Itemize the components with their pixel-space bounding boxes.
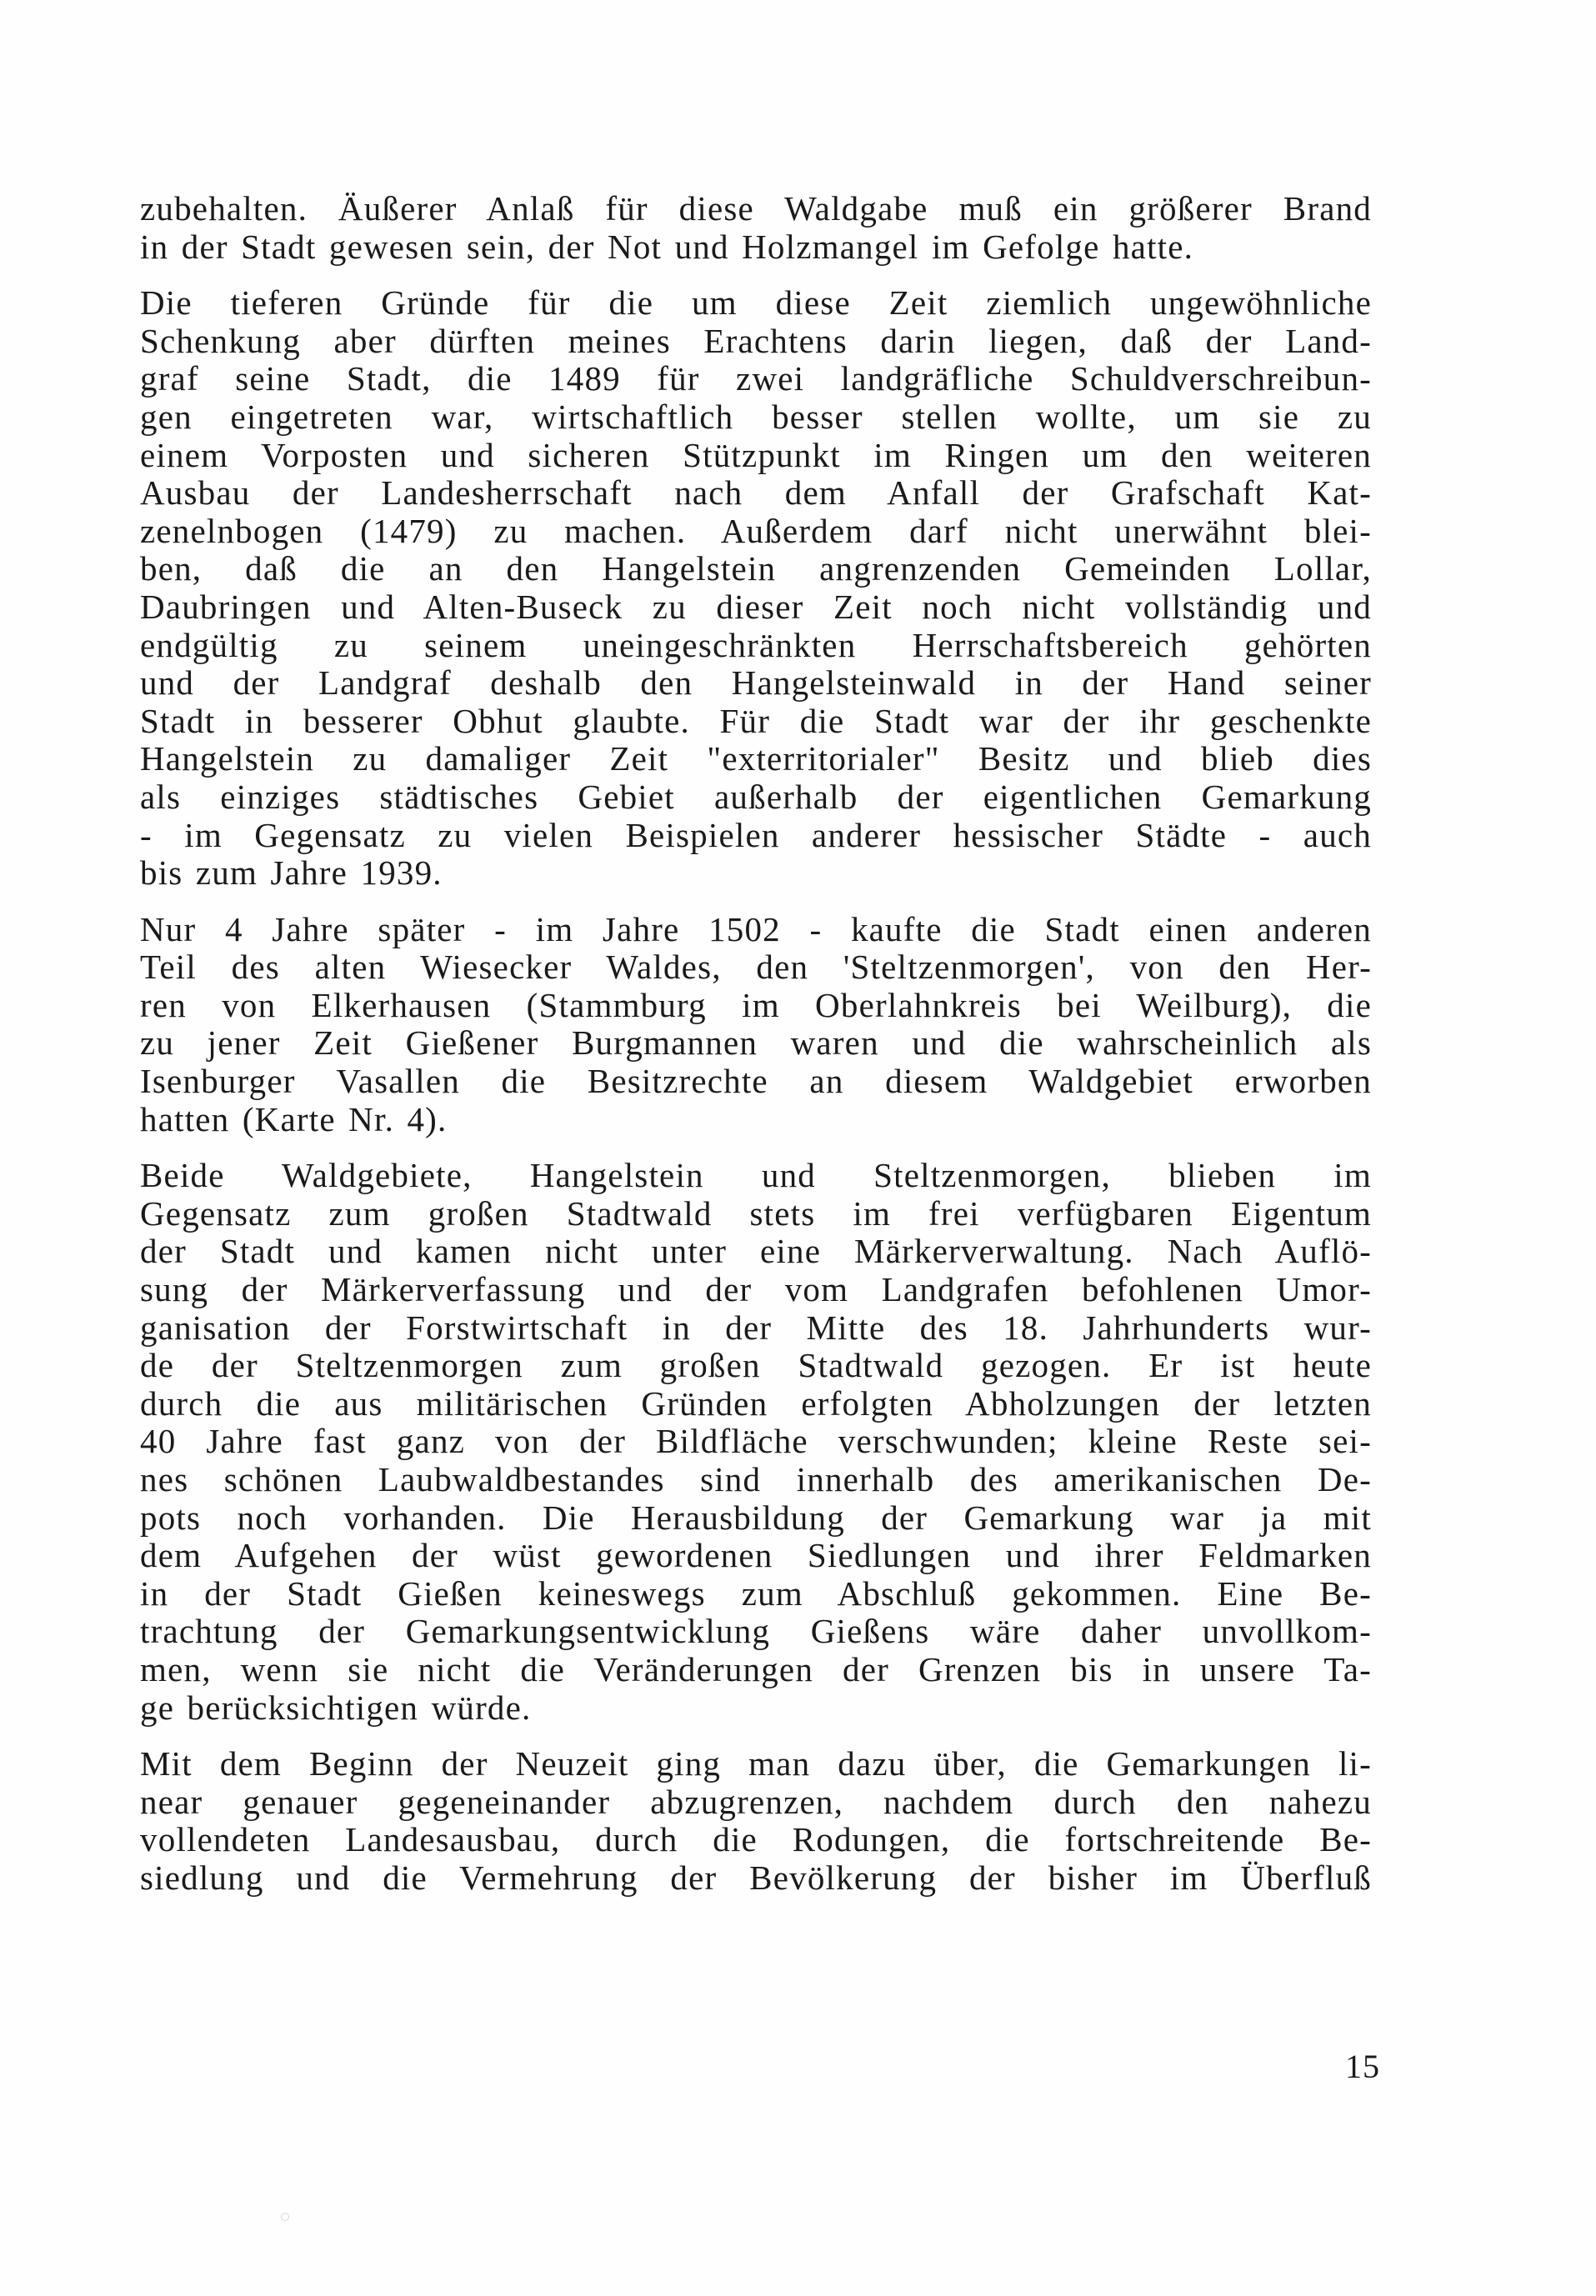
text-line: endgültig zu seinem uneingeschränkten Herrschaftsbereich gehörten bbox=[140, 625, 1372, 664]
text-line: ganisation der Forstwirtschaft in der Mitte des 18. Jahrhunderts wur- bbox=[140, 1308, 1372, 1347]
text-line: Stadt in besserer Obhut glaubte. Für die Stadt war der ihr geschenkte bbox=[140, 701, 1372, 740]
page-number: 15 bbox=[1345, 2048, 1380, 2085]
text-line: zenelnbogen (1479) zu machen. Außerdem darf nicht unerwähnt blei- bbox=[140, 511, 1372, 550]
text-line: Schenkung aber dürften meines Erachtens darin liegen, daß der Land- bbox=[140, 321, 1372, 360]
text-line: in der Stadt Gießen keineswegs zum Abschluß gekommen. Eine Be- bbox=[140, 1573, 1372, 1613]
text-line: graf seine Stadt, die 1489 für zwei landgräfliche Schuldverschreibun- bbox=[140, 359, 1372, 398]
text-line: zu jener Zeit Gießener Burgmannen waren und die wahrscheinlich als bbox=[140, 1023, 1372, 1063]
text-line: Mit dem Beginn der Neuzeit ging man dazu über, die Gemarkungen li- bbox=[140, 1744, 1372, 1783]
text-line: einem Vorposten und sicheren Stützpunkt im Ringen um den weiteren bbox=[140, 435, 1372, 474]
paragraph bbox=[140, 911, 1372, 1139]
text-line: ge berücksichtigen würde. bbox=[140, 1688, 532, 1727]
text-line: Nur 4 Jahre später - im Jahre 1502 - kaufte die Stadt einen anderen bbox=[140, 909, 1372, 948]
text-line: in der Stadt gewesen sein, der Not und Holzmangel im Gefolge hatte. bbox=[140, 227, 1194, 266]
text-line: ren von Elkerhausen (Stammburg im Oberlahnkreis bei Weilburg), die bbox=[140, 985, 1372, 1024]
text-line: der Stadt und kamen nicht unter eine Märkerverwaltung. Nach Auflö- bbox=[140, 1232, 1372, 1271]
text-line: 40 Jahre fast ganz von der Bildfläche verschwunden; kleine Reste sei- bbox=[140, 1422, 1372, 1461]
text-line: Ausbau der Landesherrschaft nach dem Anfall der Grafschaft Kat- bbox=[140, 473, 1372, 513]
text-line: hatten (Karte Nr. 4). bbox=[140, 1099, 448, 1138]
text-line: men, wenn sie nicht die Veränderungen der Grenzen bis in unsere Ta- bbox=[140, 1649, 1372, 1688]
text-line: Teil des alten Wiesecker Waldes, den 'Steltzenmorgen', von den Her- bbox=[140, 948, 1372, 987]
paragraph bbox=[140, 284, 1372, 893]
text-line: und der Landgraf deshalb den Hangelsteinwald in der Hand seiner bbox=[140, 663, 1372, 703]
paragraph bbox=[140, 1745, 1372, 1897]
text-line: near genauer gegeneinander abzugrenzen, nachdem durch den nahezu bbox=[140, 1782, 1372, 1821]
text-line: Daubringen und Alten-Buseck zu dieser Zeit noch nicht vollständig und bbox=[140, 587, 1372, 626]
text-line: ben, daß die an den Hangelstein angrenzenden Gemeinden Lollar, bbox=[140, 549, 1372, 588]
text-line: als einziges städtisches Gebiet außerhalb der eigentlichen Gemarkung bbox=[140, 777, 1372, 816]
text-line: sung der Märkerverfassung und der vom Landgrafen befohlenen Umor- bbox=[140, 1270, 1372, 1309]
text-line: gen eingetreten war, wirtschaftlich besser stellen wollte, um sie zu bbox=[140, 397, 1372, 436]
text-line: - im Gegensatz zu vielen Beispielen anderer hessischer Städte - auch bbox=[140, 815, 1372, 854]
body-text bbox=[140, 190, 1372, 1916]
text-line: vollendeten Landesausbau, durch die Rodungen, die fortschreitende Be- bbox=[140, 1820, 1372, 1859]
text-line: Isenburger Vasallen die Besitzrechte an diesem Waldgebiet erworben bbox=[140, 1062, 1372, 1101]
text-line: Die tieferen Gründe für die um diese Zeit ziemlich ungewöhnliche bbox=[140, 283, 1372, 323]
text-line: nes schönen Laubwaldbestandes sind innerhalb des amerikanischen De- bbox=[140, 1460, 1372, 1498]
paragraph bbox=[140, 190, 1372, 266]
text-line: pots noch vorhanden. Die Herausbildung der Gemarkung war ja mit bbox=[140, 1498, 1372, 1537]
text-line: siedlung und die Vermehrung der Bevölkerung der bisher im Überfluß bbox=[140, 1858, 1372, 1897]
text-line: dem Aufgehen der wüst gewordenen Siedlungen und ihrer Feldmarken bbox=[140, 1536, 1372, 1575]
paragraph bbox=[140, 1157, 1372, 1727]
text-line: de der Steltzenmorgen zum großen Stadtwald gezogen. Er ist heute bbox=[140, 1346, 1372, 1385]
text-line: Beide Waldgebiete, Hangelstein und Steltzenmorgen, blieben im bbox=[140, 1156, 1372, 1195]
scan-speck bbox=[281, 2213, 289, 2221]
text-line: Gegensatz zum großen Stadtwald stets im frei verfügbaren Eigentum bbox=[140, 1193, 1372, 1233]
text-line: Hangelstein zu damaliger Zeit "exterritorialer" Besitz und blieb dies bbox=[140, 739, 1372, 778]
text-line: trachtung der Gemarkungsentwicklung Gießens wäre daher unvollkom- bbox=[140, 1612, 1372, 1651]
text-line: durch die aus militärischen Gründen erfolgten Abholzungen der letzten bbox=[140, 1383, 1372, 1423]
text-line: zubehalten. Äußerer Anlaß für diese Waldgabe muß ein größerer Brand bbox=[140, 189, 1372, 228]
text-line: bis zum Jahre 1939. bbox=[140, 853, 443, 893]
